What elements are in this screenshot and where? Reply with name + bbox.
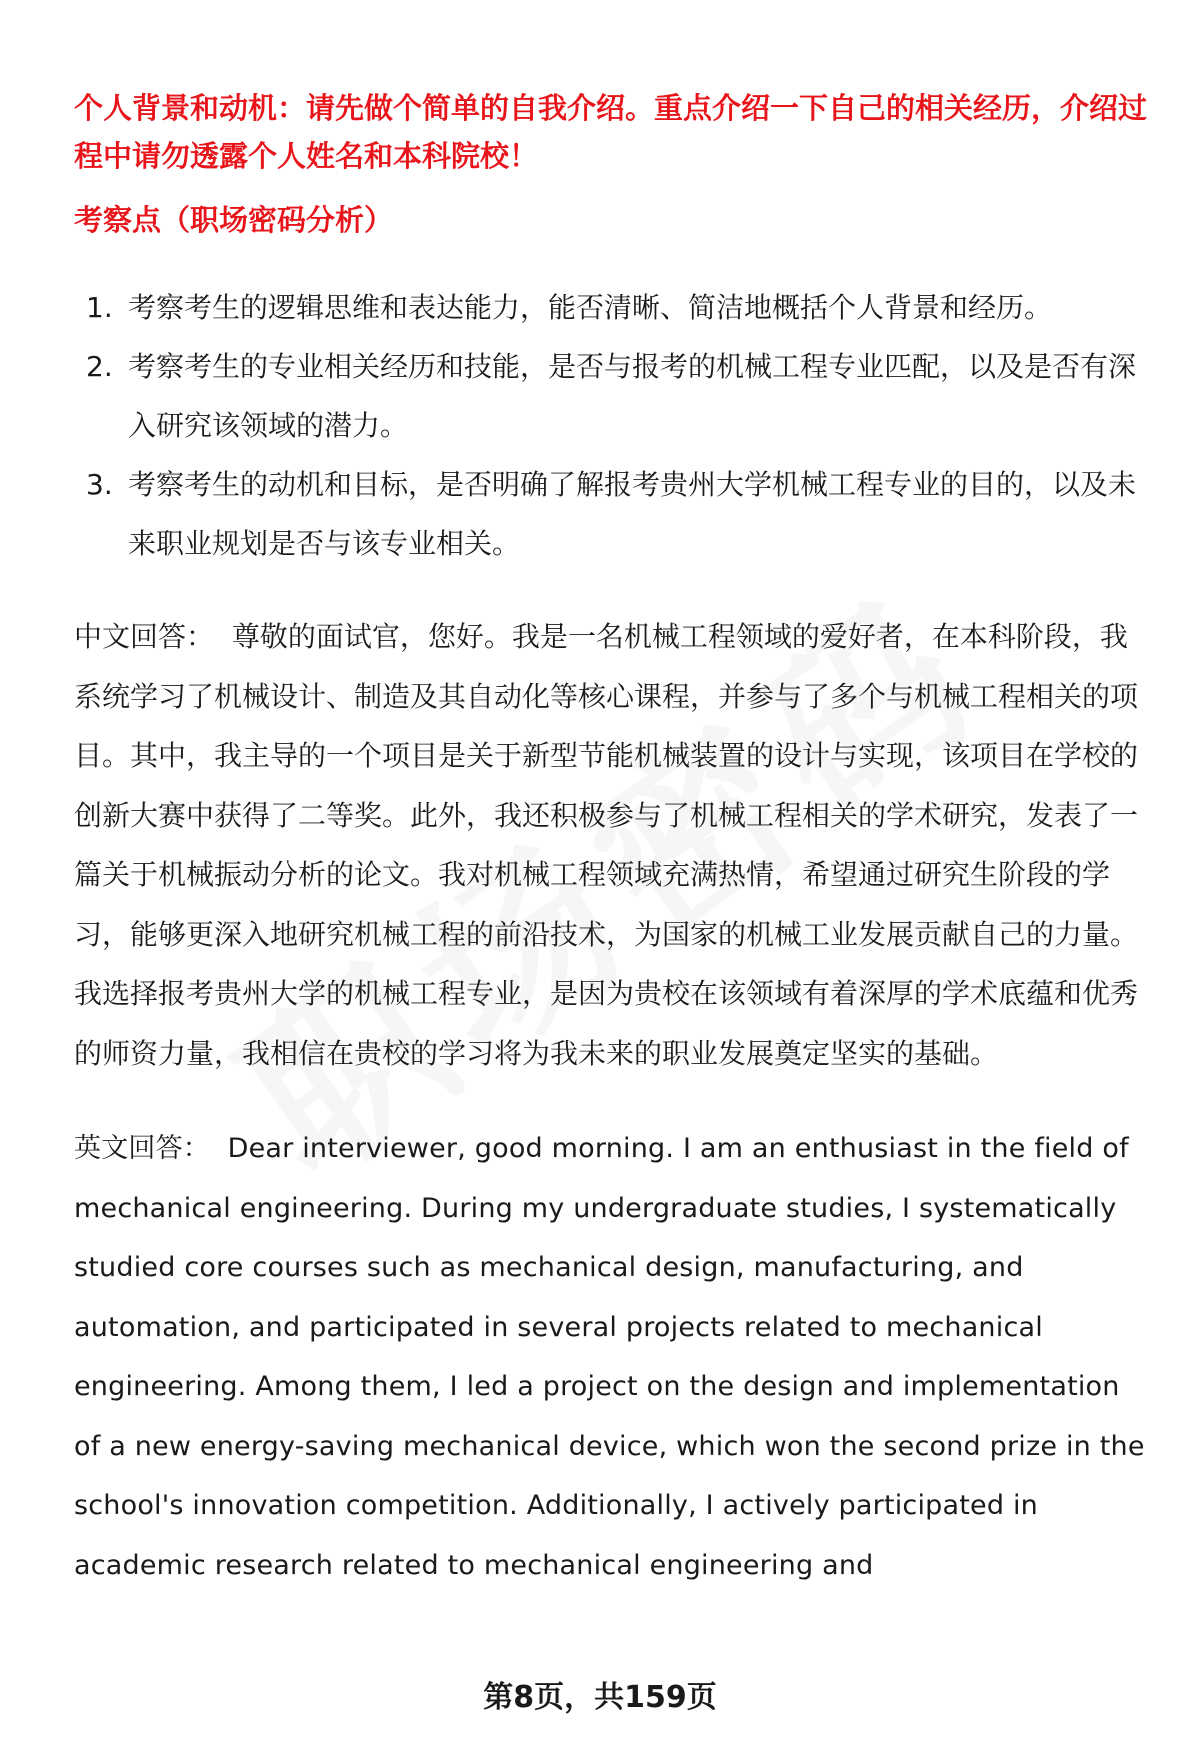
list-item-number: 3. bbox=[86, 468, 113, 501]
question-title: 个人背景和动机：请先做个简单的自我介绍。重点介绍一下自己的相关经历，介绍过程中请勿透露个人姓名和本科院校！ bbox=[74, 91, 1148, 173]
english-answer bbox=[74, 1119, 1150, 1595]
list-item-text: 考察考生的专业相关经历和技能，是否与报考的机械工程专业匹配，以及是否有深入研究该领域的潜力。 bbox=[128, 350, 1137, 442]
chinese-answer-text: 尊敬的面试官，您好。我是一名机械工程领域的爱好者，在本科阶段，我系统学习了机械设计、制造及其自动化等核心课程，并参与了多个与机械工程相关的项目。其中，我主导的一个项目是关于新型节能机械装置的设计与实现，该项目在学校的创新大赛中获得了二等奖。此外，我还积极参与了机械工程相关的学术研究，发表了一篇关于机械振动分析的论文。我对机械工程领域充满热情，希望通过研究生阶段的学习，能够更深入地研究机械工程的前沿技术，为国家的机械工业发展贡献自己的力量。我选择报考贵州大学的机械工程专业，是因为贵校在该领域有着深厚的学术底蕴和优秀的师资力量，我相信在贵校的学习将为我未来的职业发展奠定坚实的基础。 bbox=[74, 620, 1139, 1070]
list-item-text: 考察考生的逻辑思维和表达能力，能否清晰、简洁地概括个人背景和经历。 bbox=[128, 291, 1053, 324]
document-page bbox=[74, 84, 1150, 1595]
list-item bbox=[74, 455, 1150, 573]
list-item-number: 2. bbox=[86, 350, 113, 383]
page-indicator: 第8页，共159页 bbox=[483, 1680, 717, 1715]
list-item-number: 1. bbox=[86, 291, 113, 324]
assessment-points-list bbox=[74, 278, 1150, 573]
list-item bbox=[74, 337, 1150, 455]
english-answer-text: Dear interviewer, good morning. I am an enthusiast in the field of mechanical engineering. During my undergraduate studies, I systematically studied core courses such as mechanical design, manufacturing, and automation, and participated in several projects related to mechanical engineering. Among them, I led a project on the design and implementation of a new energy-saving mechanical device, which won the second prize in the school's innovation competition. Additionally, I actively participated in academic research related to mechanical engineering and bbox=[74, 1133, 1145, 1581]
chinese-answer bbox=[74, 607, 1150, 1083]
english-answer-label: 英文回答： bbox=[74, 1133, 210, 1164]
chinese-answer-label: 中文回答： bbox=[74, 620, 215, 653]
list-item-text: 考察考生的动机和目标，是否明确了解报考贵州大学机械工程专业的目的，以及未来职业规划是否与该专业相关。 bbox=[128, 468, 1137, 560]
list-item bbox=[74, 278, 1150, 337]
section-label: 考察点（职场密码分析） bbox=[74, 203, 394, 237]
